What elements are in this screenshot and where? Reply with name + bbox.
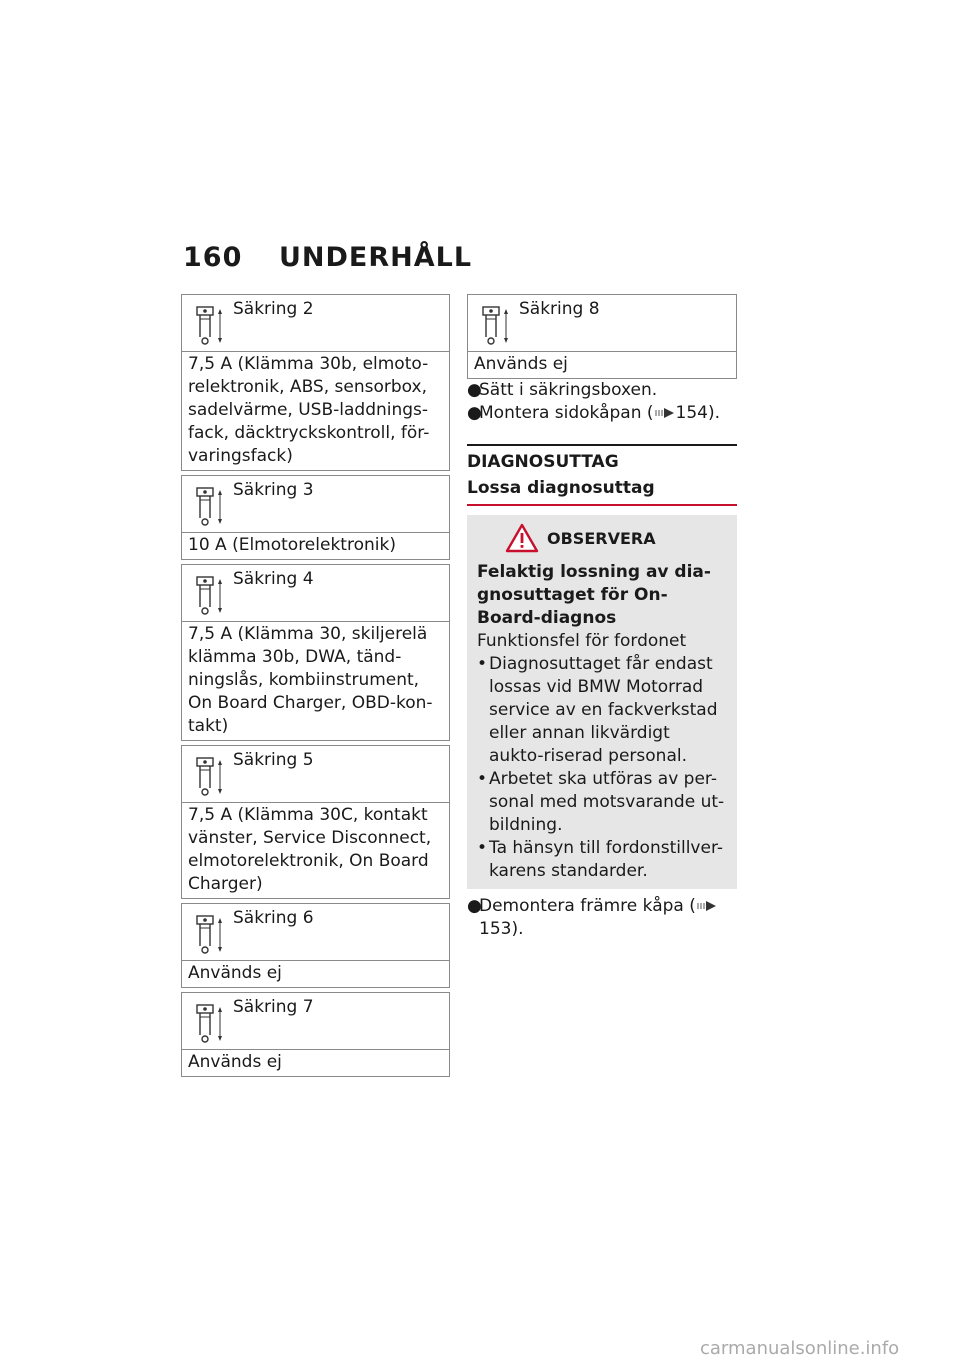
notice-text: Funktionsfel för fordonet <box>477 631 687 651</box>
notice-item <box>477 653 727 768</box>
right-column <box>467 294 737 941</box>
notice-item <box>477 768 727 837</box>
fuse-box <box>181 745 450 899</box>
step-text: Sätt i säkringsboxen. <box>479 380 658 400</box>
notice-title: Felaktig lossning av dia-gnosuttaget för On-Board-diagnos <box>477 562 711 628</box>
warning-icon <box>505 523 539 553</box>
subsection-heading: Lossa diagnosuttag <box>467 478 655 498</box>
bullet-dot-icon: • <box>477 654 488 674</box>
section-heading: DIAGNOSUTTAG <box>467 452 619 472</box>
notice-box <box>467 515 737 889</box>
bullet-dot-icon: ● <box>467 403 482 423</box>
watermark-link[interactable]: carmanualsonline.info <box>700 1338 900 1359</box>
step-item <box>467 402 737 425</box>
fuse-description: 7,5 A (Klämma 30C, kontakt vänster, Service Disconnect, elmotorelektronik, On Board Charger) <box>188 805 432 894</box>
fuse-title: Säkring 7 <box>233 997 314 1017</box>
bullet-dot-icon: • <box>477 838 488 858</box>
step-item <box>467 379 737 402</box>
page-reference-link[interactable]: 154). <box>675 403 721 423</box>
fuse-box <box>181 564 450 741</box>
fuse-title: Säkring 6 <box>233 908 314 928</box>
fuse-icon <box>196 484 224 528</box>
fuse-box <box>467 294 737 379</box>
bullet-dot-icon: ● <box>467 380 482 400</box>
step-item <box>467 895 737 941</box>
fuse-title: Säkring 5 <box>233 750 314 770</box>
notice-item-text: Diagnosuttaget får endast lossas vid BMW Motorrad service av en fackverkstad eller annan likvärdigt aukto-riserad personal. <box>489 654 718 766</box>
page-ref-arrow-icon <box>696 900 718 912</box>
page-header <box>183 242 472 273</box>
fuse-box <box>181 475 450 560</box>
fuse-icon <box>196 1001 224 1045</box>
fuse-description: Används ej <box>474 354 568 374</box>
fuse-description: 7,5 A (Klämma 30, skiljerelä klämma 30b, DWA, tänd-ningslås, kombiinstrument, On Board Charger, OBD-kon-takt) <box>188 624 433 736</box>
fuse-box <box>181 992 450 1077</box>
bullet-dot-icon: ● <box>467 896 482 916</box>
step-text: Demontera främre kåpa ( <box>479 896 696 916</box>
fuse-description: Används ej <box>188 963 282 983</box>
notice-item-text: Ta hänsyn till fordonstillver-karens standarder. <box>489 838 723 881</box>
notice-label: OBSERVERA <box>547 528 656 548</box>
fuse-box <box>181 294 450 471</box>
section-title: UNDERHÅLL <box>279 242 473 273</box>
bullet-dot-icon: • <box>477 769 488 789</box>
section-divider <box>467 444 737 446</box>
fuse-title: Säkring 2 <box>233 299 314 319</box>
fuse-title: Säkring 3 <box>233 480 314 500</box>
fuse-title: Säkring 4 <box>233 569 314 589</box>
page-reference-link[interactable]: 153). <box>479 919 524 939</box>
step-text: Montera sidokåpan ( <box>479 403 654 423</box>
fuse-description: 7,5 A (Klämma 30b, elmoto-relektronik, ABS, sensorbox, sadelvärme, USB-laddnings-fack, däcktryckskontroll, för-varingsfack) <box>188 354 430 466</box>
fuse-list-left <box>181 294 450 1081</box>
fuse-icon <box>482 303 510 347</box>
fuse-title: Säkring 8 <box>519 299 600 319</box>
page-number: 160 <box>183 242 243 273</box>
notice-item-text: Arbetet ska utföras av per-sonal med motsvarande ut-bildning. <box>489 769 725 835</box>
page-ref-arrow-icon <box>654 407 676 419</box>
fuse-icon <box>196 754 224 798</box>
fuse-description: 10 A (Elmotorelektronik) <box>188 535 396 555</box>
fuse-box <box>181 903 450 988</box>
fuse-icon <box>196 912 224 956</box>
notice-item <box>477 837 727 883</box>
fuse-description: Används ej <box>188 1052 282 1072</box>
subsection-divider <box>467 504 737 506</box>
fuse-icon <box>196 573 224 617</box>
fuse-icon <box>196 303 224 347</box>
